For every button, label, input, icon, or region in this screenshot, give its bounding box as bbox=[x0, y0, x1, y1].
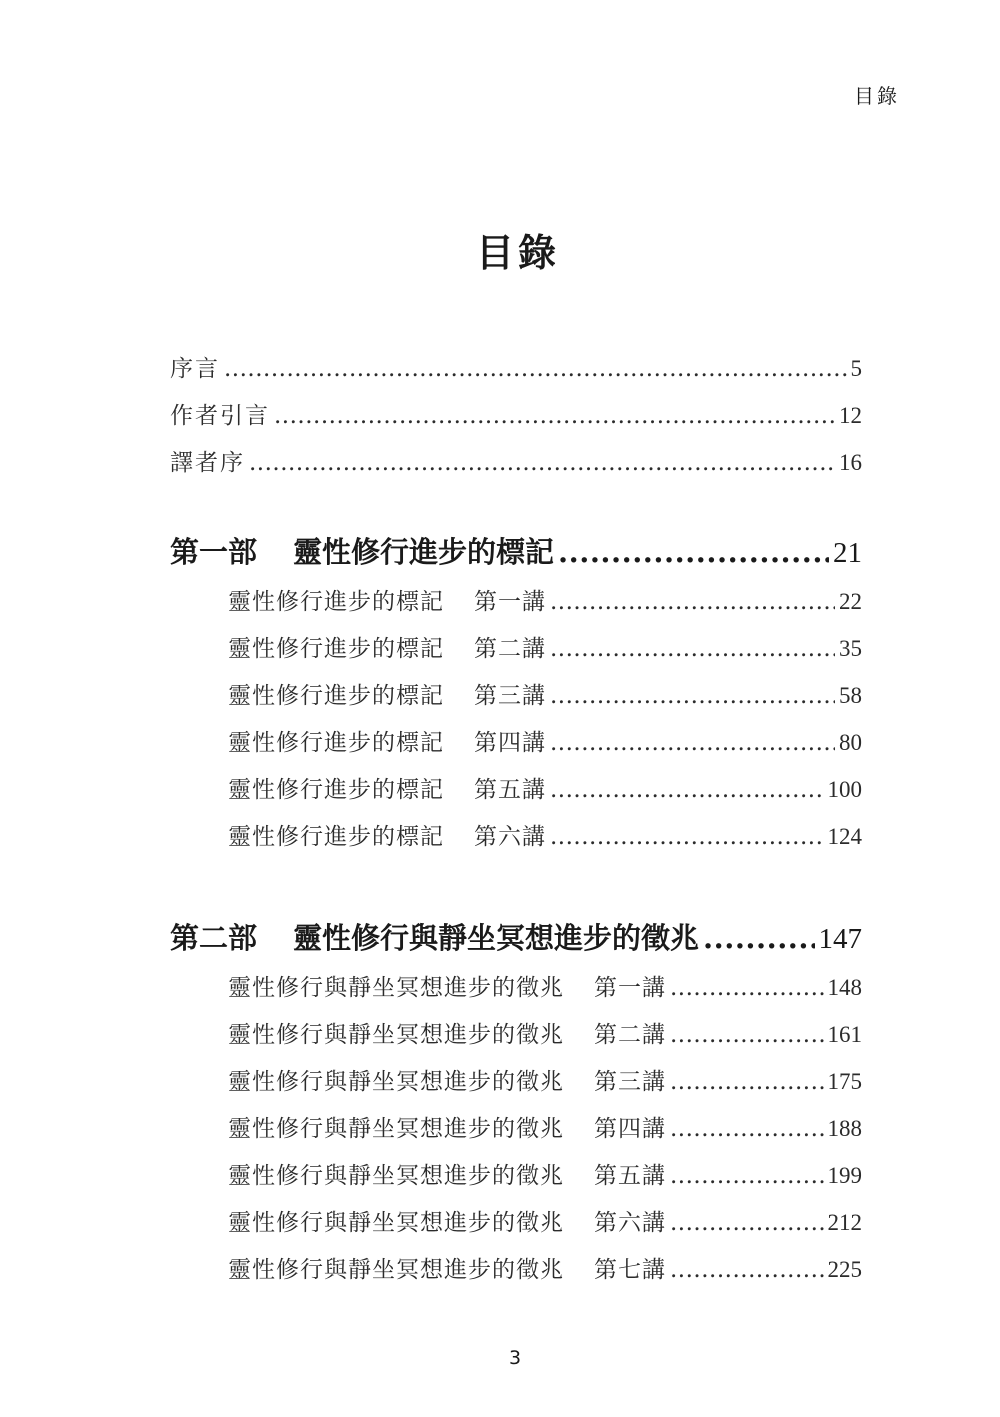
lecture-title: 靈性修行與靜坐冥想進步的徵兆 bbox=[228, 975, 564, 1001]
dot-leader bbox=[670, 1012, 824, 1059]
lecture-title: 靈性修行與靜坐冥想進步的徵兆 bbox=[228, 1257, 564, 1283]
lecture-title: 靈性修行進步的標記 bbox=[228, 730, 444, 756]
lecture-title: 靈性修行進步的標記 bbox=[228, 589, 444, 615]
part-heading bbox=[170, 526, 554, 578]
lecture-title: 靈性修行進步的標記 bbox=[228, 824, 444, 850]
table-of-contents bbox=[170, 345, 862, 1293]
lecture-number: 第二講 bbox=[594, 1022, 666, 1048]
toc-lecture-entry[interactable] bbox=[170, 1152, 862, 1199]
toc-entry-preface[interactable] bbox=[170, 345, 862, 392]
toc-lecture-entry[interactable] bbox=[170, 1199, 862, 1246]
page-number: 3 bbox=[508, 1347, 522, 1369]
toc-page-number: 5 bbox=[850, 356, 862, 381]
lecture-number: 第三講 bbox=[594, 1069, 666, 1095]
dot-leader bbox=[550, 814, 824, 861]
part-title: 靈性修行進步的標記 bbox=[293, 535, 555, 569]
lecture-number: 第五講 bbox=[474, 777, 546, 803]
toc-page-number: 21 bbox=[833, 537, 862, 569]
toc-page-number: 124 bbox=[827, 824, 862, 849]
dot-leader bbox=[550, 720, 835, 767]
toc-entry-translator-preface[interactable] bbox=[170, 439, 862, 486]
part-number: 第一部 bbox=[170, 535, 258, 569]
dot-leader bbox=[670, 965, 824, 1012]
lecture-title: 靈性修行與靜坐冥想進步的徵兆 bbox=[228, 1163, 564, 1189]
dot-leader bbox=[670, 1106, 824, 1153]
toc-lecture-entry[interactable] bbox=[170, 672, 862, 719]
toc-page-number: 188 bbox=[827, 1116, 862, 1141]
toc-part-1[interactable] bbox=[170, 526, 862, 578]
toc-lecture-entry[interactable] bbox=[170, 1058, 862, 1105]
lecture-title: 靈性修行進步的標記 bbox=[228, 636, 444, 662]
toc-page-number: 212 bbox=[827, 1210, 862, 1235]
toc-entry-label: 譯者序 bbox=[170, 450, 245, 476]
dot-leader bbox=[703, 912, 814, 964]
toc-page-number: 147 bbox=[818, 923, 862, 955]
toc-page-number: 175 bbox=[827, 1069, 862, 1094]
toc-lecture-entry[interactable] bbox=[170, 625, 862, 672]
toc-lecture-entry[interactable] bbox=[170, 1105, 862, 1152]
lecture-number: 第三講 bbox=[474, 683, 546, 709]
toc-lecture-entry[interactable] bbox=[170, 1011, 862, 1058]
part-heading bbox=[170, 912, 699, 964]
lecture-number: 第七講 bbox=[594, 1257, 666, 1283]
toc-page-number: 148 bbox=[827, 975, 862, 1000]
toc-page-number: 100 bbox=[827, 777, 862, 802]
part-title: 靈性修行與靜坐冥想進步的徵兆 bbox=[293, 921, 700, 955]
dot-leader bbox=[558, 526, 829, 578]
toc-page-number: 161 bbox=[827, 1022, 862, 1047]
toc-part-2[interactable] bbox=[170, 912, 862, 964]
toc-lecture-entry[interactable] bbox=[170, 1246, 862, 1293]
lecture-title: 靈性修行與靜坐冥想進步的徵兆 bbox=[228, 1210, 564, 1236]
dot-leader bbox=[550, 673, 835, 720]
dot-leader bbox=[274, 393, 835, 440]
lecture-number: 第六講 bbox=[594, 1210, 666, 1236]
toc-lecture-entry[interactable] bbox=[170, 964, 862, 1011]
dot-leader bbox=[670, 1153, 824, 1200]
toc-lecture-entry[interactable] bbox=[170, 766, 862, 813]
lecture-number: 第四講 bbox=[474, 730, 546, 756]
part-number: 第二部 bbox=[170, 921, 258, 955]
running-header: 目錄 bbox=[854, 84, 900, 108]
dot-leader bbox=[670, 1247, 824, 1294]
toc-page-number: 199 bbox=[827, 1163, 862, 1188]
lecture-number: 第五講 bbox=[594, 1163, 666, 1189]
lecture-number: 第一講 bbox=[474, 589, 546, 615]
dot-leader bbox=[670, 1200, 824, 1247]
dot-leader bbox=[550, 767, 824, 814]
dot-leader bbox=[550, 579, 835, 626]
toc-entry-label: 序言 bbox=[170, 356, 220, 382]
toc-entry-author-intro[interactable] bbox=[170, 392, 862, 439]
toc-lecture-entry[interactable] bbox=[170, 578, 862, 625]
dot-leader bbox=[249, 440, 835, 487]
lecture-title: 靈性修行進步的標記 bbox=[228, 777, 444, 803]
toc-page-number: 225 bbox=[827, 1257, 862, 1282]
toc-entry-label: 作者引言 bbox=[170, 403, 270, 429]
lecture-number: 第六講 bbox=[474, 824, 546, 850]
toc-lecture-entry[interactable] bbox=[170, 813, 862, 860]
lecture-number: 第二講 bbox=[474, 636, 546, 662]
toc-page-number: 22 bbox=[839, 589, 862, 614]
toc-page-number: 58 bbox=[839, 683, 862, 708]
toc-lecture-entry[interactable] bbox=[170, 719, 862, 766]
lecture-title: 靈性修行與靜坐冥想進步的徵兆 bbox=[228, 1069, 564, 1095]
lecture-title: 靈性修行與靜坐冥想進步的徵兆 bbox=[228, 1022, 564, 1048]
dot-leader bbox=[224, 346, 847, 393]
lecture-number: 第四講 bbox=[594, 1116, 666, 1142]
page-title: 目錄 bbox=[475, 230, 560, 275]
toc-page-number: 12 bbox=[839, 403, 862, 428]
lecture-title: 靈性修行進步的標記 bbox=[228, 683, 444, 709]
toc-page-number: 80 bbox=[839, 730, 862, 755]
toc-page-number: 16 bbox=[839, 450, 862, 475]
toc-page-number: 35 bbox=[839, 636, 862, 661]
dot-leader bbox=[550, 626, 835, 673]
lecture-number: 第一講 bbox=[594, 975, 666, 1001]
dot-leader bbox=[670, 1059, 824, 1106]
lecture-title: 靈性修行與靜坐冥想進步的徵兆 bbox=[228, 1116, 564, 1142]
